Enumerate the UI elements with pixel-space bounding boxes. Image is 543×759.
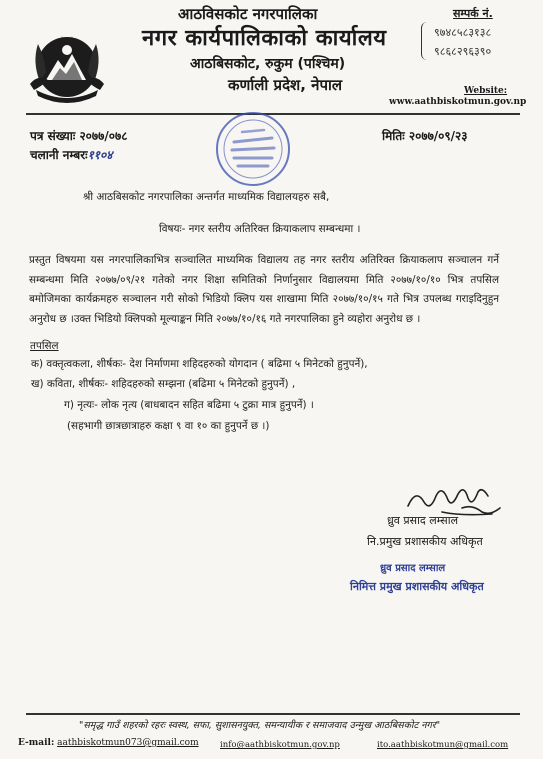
website-link[interactable]: www.aathbiskotmun.gov.np — [389, 97, 527, 107]
municipal-seal — [212, 108, 294, 190]
date-value: २०७७/०९/२३ — [408, 129, 468, 143]
email-link-3[interactable]: ito.aathbiskotmun@gmail.com — [377, 740, 509, 750]
reference-number — [30, 127, 128, 144]
footer-email-primary — [18, 738, 199, 748]
contact-brace — [421, 22, 430, 60]
dispatch-label: चलानी नम्बरः — [30, 148, 88, 162]
office-address: आठबिसकोट, रुकुम (पश्चिम) — [190, 56, 346, 72]
list-item: ग) नृत्यः- लोक नृत्य (बाधबादन सहित बढिमा ५ टुक्रा मात्र हुनुपर्ने) । — [64, 399, 314, 411]
email-label: E-mail: — [18, 738, 55, 748]
reference-value: २०७७/०७८ — [79, 129, 128, 143]
participant-note: (सहभागी छात्रछात्राहरु कक्षा ९ वा १० का हुनुपर्ने छ ।) — [67, 420, 270, 432]
stamp-name: ध्रुव प्रसाद लम्साल — [380, 563, 446, 574]
details-heading: तपसिल — [30, 340, 59, 352]
body-paragraph: प्रस्तुत विषयमा यस नगरपालिकाभित्र सञ्चालित माध्यमिक विद्यालय तह नगर स्तरीय अतिरिक्त क्रियाकलाप सञ्चालन गर्ने सम्बन्धमा मिति २०७७/०९/२१ गतेको नगर शिक्षा समितिको निर्णानुसार विद्यालयमा मिति २०७७/१०/१० भित्र तपसिल बमोजिमका कार्यक्रमहरु सञ्चालन गरी सोको भिडियो क्लिप यस शाखामा मिति २०७७/१०/१५ गते भित्र उपलब्ध गराइदिनुहुन अनुरोध छ ।उक्त भिडियो क्लिपको मूल्याङ्कन मिति २०७७/१०/१६ गते नगरपालिका हुने व्यहोरा अनुरोध छ । — [29, 254, 499, 325]
signatory-name: ध्रुव प्रसाद लम्साल — [387, 514, 459, 527]
reference-label: पत्र संख्याः — [30, 129, 76, 143]
nepal-emblem-icon — [26, 24, 108, 106]
signatory-designation: नि.प्रमुख प्रशासकीय अधिकृत — [367, 535, 483, 548]
dispatch-number — [30, 146, 113, 163]
footer-divider — [26, 713, 520, 715]
municipality-name: आठविसकोट नगरपालिका — [178, 5, 318, 23]
footer-slogan: "समृद्ध गाउँ शहरको रहरः स्वस्थ, सफा, सुशासनयुक्त, समन्यायीक र समाजवाद उन्मुख आठबिसकोट नगर" — [79, 720, 441, 731]
subject-line: विषयः- नगर स्तरीय अतिरिक्त क्रियाकलाप सम्बन्धमा । — [159, 223, 361, 235]
stamp-designation: निमित्त प्रमुख प्रशासकीय अधिकृत — [350, 580, 484, 593]
letter-date — [382, 127, 468, 144]
email-link-1[interactable]: aathbiskotmun073@gmail.com — [57, 738, 199, 748]
office-name: नगर कार्यपालिकाको कार्यालय — [142, 26, 387, 51]
phone-number-1: ९७४८५८३१३८ — [434, 26, 492, 39]
date-label: मितिः — [382, 129, 405, 143]
list-item: क) वक्तृत्वकला, शीर्षकः- देश निर्माणमा शहिदहरुको योगदान ( बढिमा ५ मिनेटको हुनुपर्ने), — [31, 358, 368, 370]
list-item: ख) कविता, शीर्षकः- शहिदहरुको सम्झना (बढिमा ५ मिनेटको हुनुपर्ने) , — [31, 378, 296, 390]
addressee: श्री आठबिसकोट नगरपालिका अन्तर्गत माध्यमिक विद्यालयहरु सबै, — [83, 191, 330, 203]
province-country: कर्णाली प्रदेश, नेपाल — [228, 76, 343, 94]
contact-title: सम्पर्क नं. — [453, 7, 493, 20]
website-label: Website: — [464, 86, 508, 96]
phone-number-2: ९८६८२९६३९० — [434, 45, 492, 58]
dispatch-value: ११०४ — [87, 148, 113, 162]
email-link-2[interactable]: info@aathbiskotmun.gov.np — [220, 740, 340, 750]
